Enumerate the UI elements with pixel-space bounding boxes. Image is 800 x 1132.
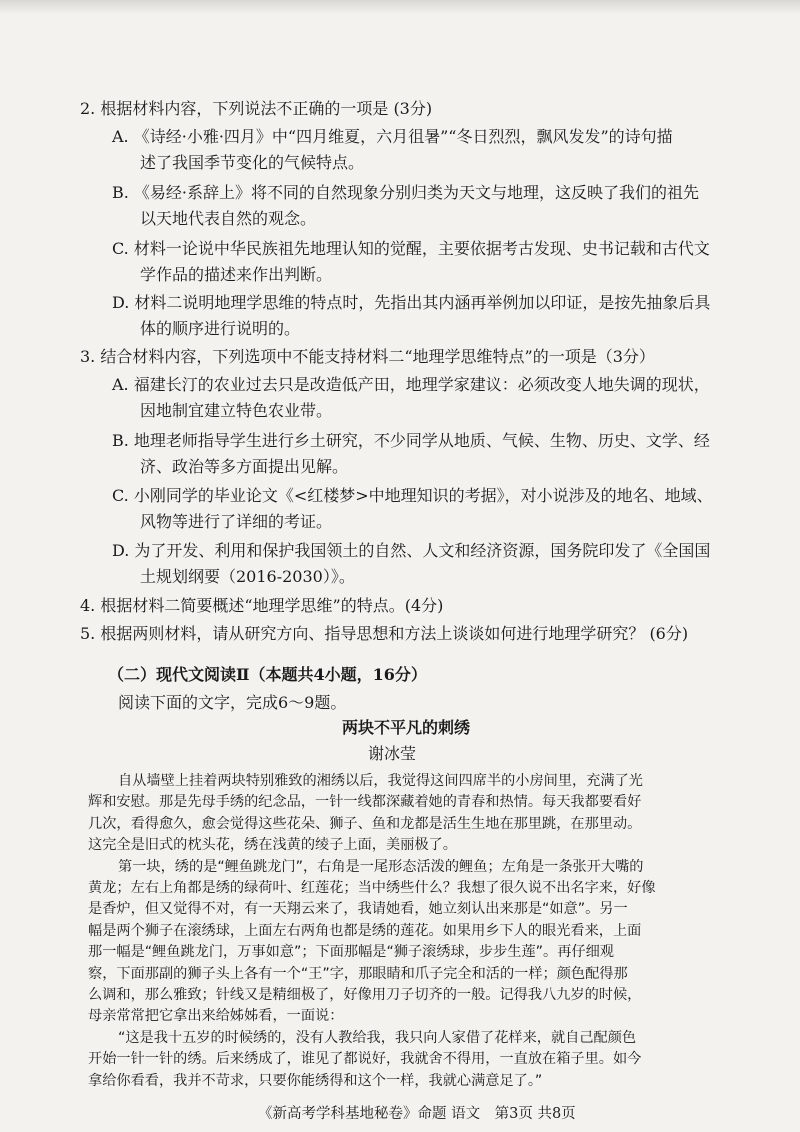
q3-option-c-cont: 风物等进行了详细的考证。 <box>140 512 333 531</box>
passage-line: 拿给你看看，我并不苛求，只要你能绣得和这个一样，我就心满意足了。” <box>88 1073 543 1089</box>
q3-option-a: A. 福建长汀的农业过去只是改造低产田，地理学家建议：必须改变人地失调的现状， <box>112 375 710 394</box>
q3-option-a-cont: 因地制宜建立特色农业带。 <box>140 401 333 420</box>
q2-option-b: B. 《易经·系辞上》将不同的自然现象分别归类为天文与地理，这反映了我们的祖先 <box>112 183 700 202</box>
q2-option-d-cont: 体的顺序进行说明的。 <box>140 319 301 338</box>
passage-line: 是香炉，但又觉得不对，有一天翔云来了，我请她看，她立刻认出来那是“如意”。另一 <box>88 901 628 917</box>
q3-option-b-cont: 济、政治等多方面提出见解。 <box>140 457 349 476</box>
q3-option-c: C. 小刚同学的毕业论文《<红楼梦>中地理知识的考据》，对小说涉及的地名、地域、 <box>112 486 713 505</box>
passage-author: 谢冰莹 <box>368 744 417 763</box>
q2-option-c-cont: 学作品的描述来作出判断。 <box>140 265 333 284</box>
q3-option-d-cont: 土规划纲要（2016-2030）》。 <box>140 567 355 586</box>
passage-line: 自从墙壁上挂着两块特别雅致的湘绣以后，我觉得这间四席半的小房间里，充满了光 <box>118 773 643 789</box>
q3-option-b: B. 地理老师指导学生进行乡土研究，不少同学从地质、气候、生物、历史、文学、经 <box>112 431 710 450</box>
q2-stem: 2. 根据材料内容，下列说法不正确的一项是 (3分) <box>80 99 433 118</box>
section-instruction: 阅读下面的文字，完成6～9题。 <box>118 693 347 712</box>
passage-line: 这完全是旧式的枕头花，绣在浅黄的绫子上面，美丽极了。 <box>88 837 457 853</box>
passage-line: 么调和，那么雅致；针线又是精细极了，好像用刀子切齐的一般。记得我八九岁的时候， <box>88 987 642 1003</box>
q5-stem: 5. 根据两则材料，请从研究方向、指导思想和方法上谈谈如何进行地理学研究？ (6分) <box>80 624 689 643</box>
passage-line: 那一幅是“鲤鱼跳龙门，万事如意”；下面那幅是“狮子滚绣球，步步生莲”。再仔细观 <box>88 944 614 960</box>
q2-option-a-cont: 述了我国季节变化的气候特点。 <box>140 153 365 172</box>
passage-line: 黄龙；左右上角都是绣的绿荷叶、红莲花；当中绣些什么？我想了很久说不出名字来，好像 <box>88 880 656 896</box>
q3-stem: 3. 结合材料内容，下列选项中不能支持材料二“地理学思维特点”的一项是（3分） <box>80 347 655 366</box>
passage-line: 几次，看得愈久，愈会觉得这些花朵、狮子、鱼和龙都是活生生地在那里跳，在那里动。 <box>88 816 642 832</box>
q2-option-b-cont: 以天地代表自然的观念。 <box>140 209 317 228</box>
passage-line: 辉和安慰。那是先母手绣的纪念品，一针一线都深藏着她的青春和热情。每天我都要看好 <box>88 794 642 810</box>
q3-option-d: D. 为了开发、利用和保护我国领土的自然、人文和经济资源，国务院印发了《全国国 <box>112 541 711 560</box>
passage-line: 幅是两个狮子在滚绣球，上面左右两角也都是绣的莲花。如果用乡下人的眼光看来，上面 <box>88 923 642 939</box>
q2-option-d: D. 材料二说明地理学思维的特点时，先指出其内涵再举例加以印证，是按先抽象后具 <box>112 293 711 312</box>
passage-line: 母亲常常把它拿出来给姊姊看，一面说： <box>88 1008 344 1024</box>
section-heading: （二）现代文阅读Ⅱ（本题共4小题，16分） <box>108 665 427 684</box>
scan-edge-shadow <box>0 0 800 14</box>
q2-option-c: C. 材料一论说中华民族祖先地理认知的觉醒，主要依据考古发现、史书记载和古代文 <box>112 239 710 258</box>
passage-line: 开始一针一针的绣。后来绣成了，谁见了都说好，我就舍不得用，一直放在箱子里。如今 <box>88 1051 642 1067</box>
page-footer: 《新高考学科基地秘卷》命题 语文 第3页 共8页 <box>258 1106 576 1122</box>
passage-line: “这是我十五岁的时候绣的，没有人教给我，我只向人家借了花样来，就自己配颜色 <box>118 1030 637 1046</box>
passage-line: 第一块，绣的是“鲤鱼跳龙门”，右角是一尾形态活泼的鲤鱼；左角是一条张开大嘴的 <box>118 859 644 875</box>
passage-line: 察，下面那副的狮子头上各有一个“王”字，那眼睛和爪子完全和活的一样；颜色配得那 <box>88 966 628 982</box>
q4-stem: 4. 根据材料二简要概述“地理学思维”的特点。(4分) <box>80 596 444 615</box>
passage-title: 两块不平凡的刺绣 <box>342 718 471 737</box>
q2-option-a: A. 《诗经·小雅·四月》中“四月维夏，六月徂暑”“冬日烈烈，飘风发发”的诗句描 <box>112 127 673 146</box>
